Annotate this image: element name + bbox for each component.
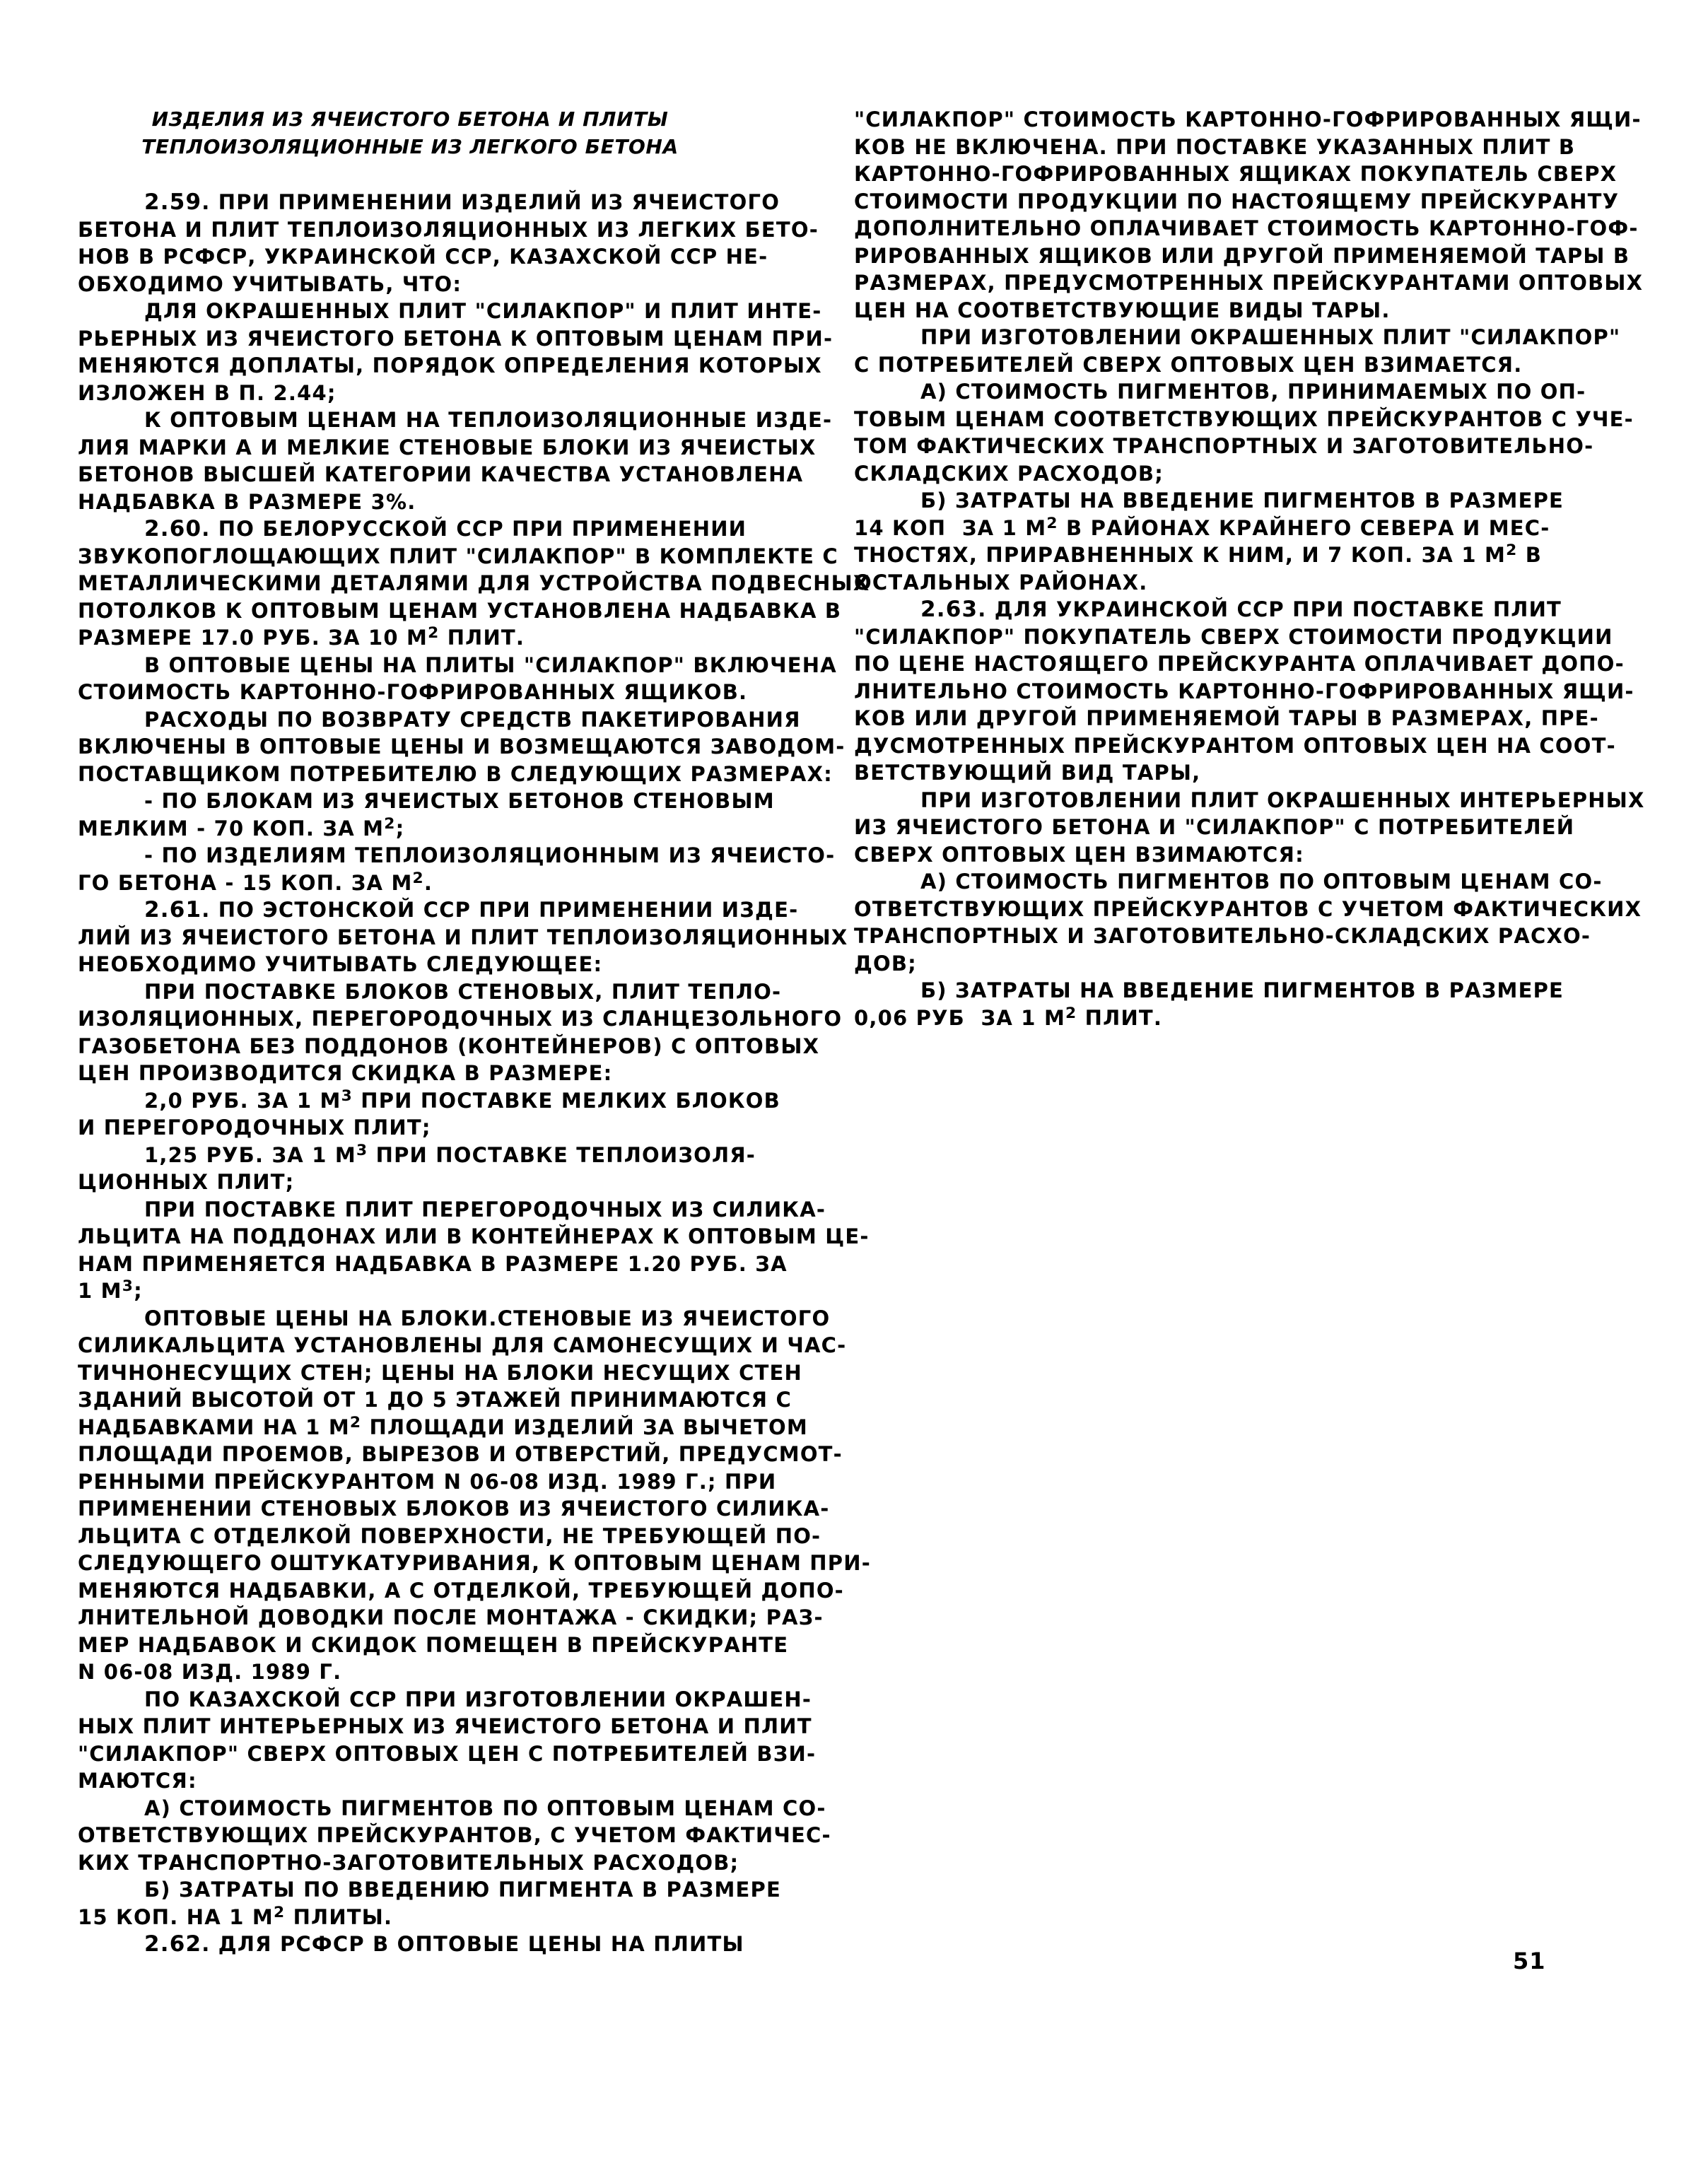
line-text: БЕТОНОВ ВЫСШЕЙ КАТЕГОРИИ КАЧЕСТВА УСТАНОВЛЕНА — [78, 462, 804, 486]
text-line — [78, 216, 819, 244]
line-text: СТОИМОСТЬ КАРТОННО-ГОФРИРОВАННЫХ ЯЩИКОВ. — [78, 680, 748, 704]
text-line — [78, 788, 799, 815]
text-line — [78, 706, 799, 734]
line-text: СВЕРХ ОПТОВЫХ ЦЕН ВЗИМАЮТСЯ: — [854, 842, 1304, 867]
text-line — [854, 977, 1568, 1005]
line-text: ДОПОЛНИТЕЛЬНО ОПЛАЧИВАЕТ СТОИМОСТЬ КАРТОННО-ГОФ- — [854, 216, 1639, 240]
text-line — [78, 1822, 831, 1849]
line-text: ОПТОВЫЕ ЦЕНЫ НА БЛОКИ.СТЕНОВЫЕ ИЗ ЯЧЕИСТОГО — [144, 1306, 831, 1330]
line-text: ПОТОЛКОВ К ОПТОВЫМ ЦЕНАМ УСТАНОВЛЕНА НАДБАВКА В — [78, 598, 842, 623]
text-line — [78, 1114, 799, 1142]
text-line — [78, 1087, 799, 1115]
line-text: А) СТОИМОСТЬ ПИГМЕНТОВ ПО ОПТОВЫМ ЦЕНАМ СО- — [920, 870, 1603, 894]
text-line — [78, 488, 799, 516]
text-line — [78, 406, 833, 434]
line-text: Б) ЗАТРАТЫ НА ВВЕДЕНИЕ ПИГМЕНТОВ В РАЗМЕРЕ — [920, 978, 1564, 1002]
line-text: ПРИ ПОСТАВКЕ ПЛИТ ПЕРЕГОРОДОЧНЫХ ИЗ СИЛИКА- — [144, 1197, 826, 1222]
text-line — [78, 1332, 847, 1359]
line-text: МЕТАЛЛИЧЕСКИМИ ДЕТАЛЯМИ ДЛЯ УСТРОЙСТВА ПОДВЕСНЫХ — [78, 571, 870, 595]
line-text: ТРАНСПОРТНЫХ И ЗАГОТОВИТЕЛЬНО-СКЛАДСКИХ РАСХО- — [854, 924, 1591, 948]
line-text: В ОПТОВЫЕ ЦЕНЫ НА ПЛИТЫ "СИЛАКПОР" ВКЛЮЧЕНА — [144, 652, 837, 677]
text-line — [78, 352, 822, 380]
text-line — [854, 759, 1568, 787]
text-line — [78, 1904, 799, 1931]
superscript-exponent: 3 — [341, 1087, 353, 1105]
line-text: РАЗМЕРАХ, ПРЕДУСМОТРЕННЫХ ПРЕЙСКУРАНТАМИ ОПТОВЫХ — [854, 271, 1644, 295]
line-text: ДОВ; — [854, 951, 917, 976]
line-text: РЬЕРНЫХ ИЗ ЯЧЕИСТОГО БЕТОНА К ОПТОВЫМ ЦЕНАМ ПРИ- — [78, 326, 833, 351]
text-line — [78, 1359, 803, 1387]
section-heading-line-1: ИЗДЕЛИЯ ИЗ ЯЧЕИСТОГО БЕТОНА И ПЛИТЫ — [151, 107, 669, 131]
line-text: Б) ЗАТРАТЫ НА ВВЕДЕНИЕ ПИГМЕНТОВ В РАЗМЕРЕ — [920, 488, 1564, 513]
text-line — [854, 596, 1568, 624]
text-line — [78, 1386, 799, 1414]
text-line — [78, 1767, 799, 1795]
paragraph-number: 2.61 — [144, 897, 202, 923]
line-text: С ПОТРЕБИТЕЛЕЙ СВЕРХ ОПТОВЫХ ЦЕН ВЗИМАЕТСЯ. — [854, 352, 1523, 377]
superscript-exponent: 2 — [428, 624, 440, 643]
line-text: ИЗЛОЖЕН В П. 2.44; — [78, 380, 337, 405]
line-text: СЛЕДУЮЩЕГО ОШТУКАТУРИВАНИЯ, К ОПТОВЫМ ЦЕНАМ ПРИ- — [78, 1551, 871, 1575]
text-line — [78, 1876, 799, 1904]
line-text: СИЛИКАЛЬЦИТА УСТАНОВЛЕНЫ ДЛЯ САМОНЕСУЩИХ И ЧАС- — [78, 1333, 847, 1357]
text-line — [78, 652, 837, 679]
text-line — [78, 733, 846, 761]
text-line — [78, 1740, 817, 1768]
line-text: МЕЛКИМ - 70 КОП. ЗА М — [78, 816, 385, 841]
line-text: НЫХ ПЛИТ ИНТЕРЬЕРНЫХ ИЗ ЯЧЕИСТОГО БЕТОНА И ПЛИТ — [78, 1714, 812, 1738]
text-line — [854, 460, 1568, 488]
line-text: ОБХОДИМО УЧИТЫВАТЬ, ЧТО: — [78, 271, 462, 296]
line-text-tail: ПРИ ПОСТАВКЕ МЕЛКИХ БЛОКОВ — [352, 1088, 780, 1113]
text-line — [78, 1686, 812, 1714]
text-line — [854, 896, 1642, 923]
text-line — [78, 924, 848, 952]
line-text: КОВ ИЛИ ДРУГОЙ ПРИМЕНЯЕМОЙ ТАРЫ В РАЗМЕРАХ, ПРЕ- — [854, 706, 1599, 730]
text-line — [78, 515, 799, 543]
line-text-tail: ПЛОЩАДИ ИЗДЕЛИЙ ЗА ВЫЧЕТОМ — [361, 1415, 808, 1439]
line-text: 14 КОП ЗА 1 М — [854, 515, 1047, 540]
line-text: ПОСТАВЩИКОМ ПОТРЕБИТЕЛЮ В СЛЕДУЮЩИХ РАЗМЕРАХ: — [78, 761, 833, 786]
line-text: НАДБАВКА В РАЗМЕРЕ 3%. — [78, 489, 416, 514]
line-text-tail: . — [423, 870, 433, 895]
superscript-exponent: 3 — [356, 1141, 368, 1159]
text-line — [78, 978, 799, 1006]
line-text: "СИЛАКПОР" СВЕРХ ОПТОВЫХ ЦЕН С ПОТРЕБИТЕЛЕЙ ВЗИ- — [78, 1741, 817, 1766]
line-text: А) СТОИМОСТЬ ПИГМЕНТОВ ПО ОПТОВЫМ ЦЕНАМ СО- — [144, 1796, 826, 1820]
line-text: ЛЬЦИТА С ОТДЕЛКОЙ ПОВЕРХНОСТИ, НЕ ТРЕБУЮЩЕЙ ПО- — [78, 1523, 821, 1548]
line-text: 1,25 РУБ. ЗА 1 М — [144, 1142, 356, 1167]
line-text: МАЮТСЯ: — [78, 1769, 197, 1793]
text-line — [78, 1632, 799, 1659]
line-text: . ПО ЭСТОНСКОЙ ССР ПРИ ПРИМЕНЕНИИ ИЗДЕ- — [201, 898, 799, 922]
line-text: ТИЧНОНЕСУЩИХ СТЕН; ЦЕНЫ НА БЛОКИ НЕСУЩИХ СТЕН — [78, 1360, 803, 1385]
line-text: - ПО БЛОКАМ ИЗ ЯЧЕИСТЫХ БЕТОНОВ СТЕНОВЫМ — [144, 789, 775, 813]
line-text: ГАЗОБЕТОНА БЕЗ ПОДДОНОВ (КОНТЕЙНЕРОВ) С ОПТОВЫХ — [78, 1034, 820, 1058]
text-line — [78, 870, 799, 897]
line-text: ОСТАЛЬНЫХ РАЙОНАХ. — [854, 570, 1148, 595]
text-line — [854, 324, 1621, 351]
text-line — [854, 515, 1568, 542]
text-line — [78, 761, 833, 788]
text-line — [78, 1523, 821, 1550]
line-text: КАРТОННО-ГОФРИРОВАННЫХ ЯЩИКАХ ПОКУПАТЕЛЬ СВЕРХ — [854, 162, 1618, 186]
text-line — [78, 434, 817, 462]
text-line — [854, 705, 1599, 732]
line-text: . ДЛЯ РСФСР В ОПТОВЫЕ ЦЕНЫ НА ПЛИТЫ — [201, 1932, 744, 1956]
line-text: МЕНЯЮТСЯ ДОПЛАТЫ, ПОРЯДОК ОПРЕДЕЛЕНИЯ КОТОРЫХ — [78, 353, 822, 377]
line-text: СТОИМОСТИ ПРОДУКЦИИ ПО НАСТОЯЩЕМУ ПРЕЙСКУРАНТУ — [854, 189, 1620, 213]
text-line — [854, 1005, 1568, 1032]
superscript-exponent: 2 — [412, 869, 424, 887]
line-text: ЦИОННЫХ ПЛИТ; — [78, 1170, 295, 1194]
text-line — [78, 1142, 799, 1169]
line-text: ПО КАЗАХСКОЙ ССР ПРИ ИЗГОТОВЛЕНИИ ОКРАШЕН- — [144, 1687, 812, 1711]
line-text: КИХ ТРАНСПОРТНО-ЗАГОТОВИТЕЛЬНЫХ РАСХОДОВ; — [78, 1850, 739, 1875]
line-text-tail: ; — [134, 1279, 143, 1303]
text-line — [854, 106, 1642, 134]
text-line — [78, 842, 836, 870]
line-text: N 06-08 ИЗД. 1989 Г. — [78, 1660, 342, 1684]
superscript-exponent: 2 — [1046, 514, 1058, 532]
line-text: 15 КОП. НА 1 М — [78, 1904, 274, 1929]
line-text: . ДЛЯ УКРАИНСКОЙ ССР ПРИ ПОСТАВКЕ ПЛИТ — [978, 597, 1562, 621]
line-text: ОТВЕТСТВУЮЩИХ ПРЕЙСКУРАНТОВ С УЧЕТОМ ФАКТИЧЕСКИХ — [854, 896, 1642, 921]
text-line — [78, 189, 799, 216]
text-line — [854, 406, 1634, 433]
text-line — [78, 271, 799, 298]
text-line — [78, 951, 799, 978]
text-line — [78, 1795, 826, 1822]
line-text: ЦЕН ПРОИЗВОДИТСЯ СКИДКА В РАЗМЕРЕ: — [78, 1061, 613, 1085]
left-column — [78, 106, 871, 1958]
text-line — [78, 896, 799, 924]
paragraph-number: 2.59 — [144, 189, 202, 215]
text-line — [78, 1251, 799, 1278]
text-line — [78, 1305, 831, 1333]
text-line — [854, 242, 1630, 270]
line-text: ПРИМЕНЕНИИ СТЕНОВЫХ БЛОКОВ ИЗ ЯЧЕИСТОГО СИЛИКА- — [78, 1497, 830, 1521]
text-line — [854, 269, 1644, 297]
line-text-tail: ПЛИТЫ. — [285, 1904, 393, 1929]
line-text: ПРИ ИЗГОТОВЛЕНИИ ОКРАШЕННЫХ ПЛИТ "СИЛАКПОР" — [920, 325, 1621, 349]
text-line — [854, 624, 1613, 651]
text-line — [854, 678, 1634, 706]
line-text: Б) ЗАТРАТЫ ПО ВВЕДЕНИЮ ПИГМЕНТА В РАЗМЕРЕ — [144, 1878, 781, 1902]
text-line — [854, 950, 1568, 978]
text-line — [78, 325, 833, 353]
section-heading-line-2: ТЕПЛОИЗОЛЯЦИОННЫЕ ИЗ ЛЕГКОГО БЕТОНА — [141, 134, 679, 158]
text-line — [78, 1223, 870, 1251]
text-line — [854, 378, 1586, 406]
text-line — [78, 543, 838, 570]
text-line — [78, 298, 822, 325]
line-text: ИЗ ЯЧЕИСТОГО БЕТОНА И "СИЛАКПОР" С ПОТРЕБИТЕЛЕЙ — [854, 815, 1575, 839]
text-line — [854, 732, 1616, 760]
text-line — [854, 487, 1568, 515]
text-line — [78, 380, 799, 407]
line-text-tail: В — [1517, 543, 1543, 567]
text-line — [78, 1169, 799, 1196]
text-line — [854, 542, 1568, 569]
text-line — [854, 814, 1575, 841]
line-text: ПЛОЩАДИ ПРОЕМОВ, ВЫРЕЗОВ И ОТВЕРСТИЙ, ПРЕДУСМОТ- — [78, 1442, 843, 1466]
line-text: РЕННЫМИ ПРЕЙСКУРАНТОМ N 06-08 ИЗД. 1989 Г.; ПРИ — [78, 1469, 777, 1494]
text-line — [78, 243, 799, 271]
line-text: МЕР НАДБАВОК И СКИДОК ПОМЕЩЕН В ПРЕЙСКУРАНТЕ — [78, 1632, 789, 1657]
line-text: ПРИ ПОСТАВКЕ БЛОКОВ СТЕНОВЫХ, ПЛИТ ТЕПЛО- — [144, 979, 782, 1004]
text-line — [78, 1550, 871, 1577]
text-line — [78, 815, 799, 843]
line-text: РАЗМЕРЕ 17.0 РУБ. ЗА 10 М — [78, 626, 428, 650]
superscript-exponent: 2 — [1506, 542, 1518, 560]
text-line — [78, 461, 804, 488]
line-text: 0,06 РУБ ЗА 1 М — [854, 1005, 1066, 1030]
text-line — [78, 1060, 799, 1087]
text-line — [78, 1196, 826, 1224]
line-text: ДУСМОТРЕННЫХ ПРЕЙСКУРАНТОМ ОПТОВЫХ ЦЕН НА СООТ- — [854, 733, 1616, 758]
text-line — [854, 297, 1568, 324]
line-text: ВЕТСТВУЮЩИЙ ВИД ТАРЫ, — [854, 761, 1201, 785]
text-line — [78, 679, 799, 706]
superscript-exponent: 2 — [384, 814, 396, 833]
heading-spacer — [78, 160, 799, 189]
paragraph-number: 2.62 — [144, 1931, 202, 1957]
line-text: ТОВЫМ ЦЕНАМ СООТВЕТСТВУЮЩИХ ПРЕЙСКУРАНТОВ С УЧЕ- — [854, 406, 1634, 431]
text-line — [854, 923, 1591, 950]
line-text: А) СТОИМОСТЬ ПИГМЕНТОВ, ПРИНИМАЕМЫХ ПО ОП- — [920, 380, 1586, 404]
line-text: К ОПТОВЫМ ЦЕНАМ НА ТЕПЛОИЗОЛЯЦИОННЫЕ ИЗДЕ- — [144, 408, 833, 432]
line-text: НАДБАВКАМИ НА 1 М — [78, 1415, 350, 1439]
text-line — [854, 188, 1620, 216]
line-text: . ПРИ ПРИМЕНЕНИИ ИЗДЕЛИЙ ИЗ ЯЧЕИСТОГО — [201, 190, 780, 214]
text-line — [78, 1005, 843, 1033]
text-line — [854, 841, 1568, 869]
text-line — [854, 868, 1603, 896]
text-line — [854, 433, 1594, 460]
text-line — [78, 1658, 799, 1686]
line-text: ЦЕН НА СООТВЕТСТВУЮЩИЕ ВИДЫ ТАРЫ. — [854, 298, 1391, 322]
line-text: КОВ НЕ ВКЛЮЧЕНА. ПРИ ПОСТАВКЕ УКАЗАННЫХ ПЛИТ В — [854, 134, 1576, 159]
superscript-exponent: 3 — [122, 1277, 134, 1296]
line-text: . ПО БЕЛОРУССКОЙ ССР ПРИ ПРИМЕНЕНИИ — [201, 517, 747, 541]
line-text: - ПО ИЗДЕЛИЯМ ТЕПЛОИЗОЛЯЦИОННЫМ ИЗ ЯЧЕИСТО- — [144, 843, 836, 867]
line-text-tail: ПРИ ПОСТАВКЕ ТЕПЛОИЗОЛЯ- — [368, 1142, 756, 1167]
line-text-tail: ; — [395, 816, 405, 841]
line-text: И ПЕРЕГОРОДОЧНЫХ ПЛИТ; — [78, 1116, 431, 1140]
line-text: РАСХОДЫ ПО ВОЗВРАТУ СРЕДСТВ ПАКЕТИРОВАНИЯ — [144, 707, 801, 732]
text-line — [78, 1468, 799, 1496]
line-text: ЛНИТЕЛЬНОЙ ДОВОДКИ ПОСЛЕ МОНТАЖА - СКИДКИ; РАЗ- — [78, 1605, 824, 1629]
text-line — [78, 1495, 830, 1523]
text-line — [78, 1577, 844, 1605]
text-line — [78, 624, 799, 652]
line-text: ЛИЯ МАРКИ А И МЕЛКИЕ СТЕНОВЫЕ БЛОКИ ИЗ ЯЧЕИСТЫХ — [78, 435, 817, 459]
text-line — [78, 1277, 799, 1305]
text-line — [854, 160, 1618, 188]
text-line — [854, 787, 1645, 814]
line-text: МЕНЯЮТСЯ НАДБАВКИ, А С ОТДЕЛКОЙ, ТРЕБУЮЩЕЙ ДОПО- — [78, 1578, 844, 1603]
line-text: ТОМ ФАКТИЧЕСКИХ ТРАНСПОРТНЫХ И ЗАГОТОВИТЕЛЬНО- — [854, 434, 1594, 458]
line-text: "СИЛАКПОР" СТОИМОСТЬ КАРТОННО-ГОФРИРОВАННЫХ ЯЩИ- — [854, 107, 1642, 131]
line-text-tail: В РАЙОНАХ КРАЙНЕГО СЕВЕРА И МЕС- — [1058, 515, 1550, 540]
line-text: 1 М — [78, 1279, 122, 1303]
text-line — [854, 569, 1568, 597]
line-text: ЗВУКОПОГЛОЩАЮЩИХ ПЛИТ "СИЛАКПОР" В КОМПЛЕКТЕ С — [78, 544, 838, 568]
line-text: ЛНИТЕЛЬНО СТОИМОСТЬ КАРТОННО-ГОФРИРОВАННЫХ ЯЩИ- — [854, 679, 1634, 703]
text-line — [854, 351, 1568, 379]
text-line — [854, 215, 1639, 242]
text-line — [854, 134, 1576, 161]
line-text: БЕТОНА И ПЛИТ ТЕПЛОИЗОЛЯЦИОННЫХ ИЗ ЛЕГКИХ БЕТО- — [78, 217, 819, 242]
line-text-tail: ПЛИТ. — [1077, 1005, 1163, 1030]
text-line — [78, 570, 870, 597]
line-text: СКЛАДСКИХ РАСХОДОВ; — [854, 461, 1164, 486]
paragraph-number: 2.60 — [144, 516, 202, 542]
paragraph-number: 2.63 — [920, 597, 978, 622]
line-text: ЗДАНИЙ ВЫСОТОЙ ОТ 1 ДО 5 ЭТАЖЕЙ ПРИНИМАЮТСЯ С — [78, 1388, 792, 1412]
superscript-exponent: 2 — [1065, 1004, 1077, 1022]
line-text: ВКЛЮЧЕНЫ В ОПТОВЫЕ ЦЕНЫ И ВОЗМЕЩАЮТСЯ ЗАВОДОМ- — [78, 734, 846, 759]
text-line — [78, 1931, 799, 1958]
line-text: ПРИ ИЗГОТОВЛЕНИИ ПЛИТ ОКРАШЕННЫХ ИНТЕРЬЕРНЫХ — [920, 788, 1645, 812]
line-text: ДЛЯ ОКРАШЕННЫХ ПЛИТ "СИЛАКПОР" И ПЛИТ ИНТЕ- — [144, 299, 822, 323]
page-number: 51 — [1513, 1948, 1546, 1974]
text-line — [78, 597, 842, 625]
line-text: ГО БЕТОНА - 15 КОП. ЗА М — [78, 870, 413, 895]
line-text: ИЗОЛЯЦИОННЫХ, ПЕРЕГОРОДОЧНЫХ ИЗ СЛАНЦЕЗОЛЬНОГО — [78, 1007, 843, 1031]
line-text: ЛЬЦИТА НА ПОДДОНАХ ИЛИ В КОНТЕЙНЕРАХ К ОПТОВЫМ ЦЕ- — [78, 1224, 870, 1248]
line-text-tail: ПЛИТ. — [439, 626, 525, 650]
line-text: ПО ЦЕНЕ НАСТОЯЩЕГО ПРЕЙСКУРАНТА ОПЛАЧИВАЕТ ДОПО- — [854, 652, 1625, 676]
line-text: ОТВЕТСТВУЮЩИХ ПРЕЙСКУРАНТОВ, С УЧЕТОМ ФАКТИЧЕС- — [78, 1823, 831, 1847]
superscript-exponent: 2 — [349, 1413, 362, 1432]
text-line — [78, 1441, 843, 1468]
superscript-exponent: 2 — [273, 1903, 286, 1921]
line-text: РИРОВАННЫХ ЯЩИКОВ ИЛИ ДРУГОЙ ПРИМЕНЯЕМОЙ ТАРЫ В — [854, 243, 1630, 268]
line-text: ЛИЙ ИЗ ЯЧЕИСТОГО БЕТОНА И ПЛИТ ТЕПЛОИЗОЛЯЦИОННЫХ — [78, 925, 848, 949]
text-line — [78, 1033, 820, 1060]
text-line — [78, 1604, 824, 1632]
right-column — [854, 106, 1645, 1031]
text-line — [78, 1849, 799, 1877]
line-text: НОВ В РСФСР, УКРАИНСКОЙ ССР, КАЗАХСКОЙ ССР НЕ- — [78, 245, 768, 269]
text-line — [854, 650, 1625, 678]
line-text: 2,0 РУБ. ЗА 1 М — [144, 1088, 341, 1113]
text-line — [78, 1713, 812, 1740]
text-line — [78, 1413, 808, 1441]
line-text: НАМ ПРИМЕНЯЕТСЯ НАДБАВКА В РАЗМЕРЕ 1.20 РУБ. ЗА — [78, 1251, 788, 1276]
line-text: ТНОСТЯХ, ПРИРАВНЕННЫХ К НИМ, И 7 КОП. ЗА 1 М — [854, 543, 1507, 567]
line-text: "СИЛАКПОР" ПОКУПАТЕЛЬ СВЕРХ СТОИМОСТИ ПРОДУКЦИИ — [854, 624, 1613, 649]
line-text: НЕОБХОДИМО УЧИТЫВАТЬ СЛЕДУЮЩЕЕ: — [78, 952, 603, 976]
